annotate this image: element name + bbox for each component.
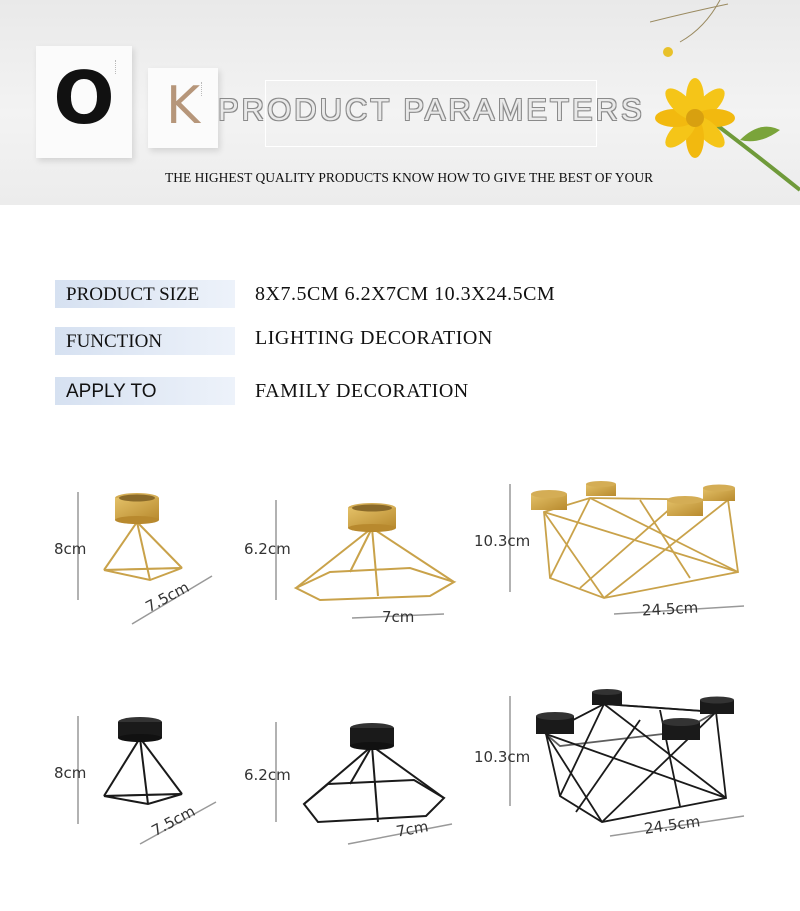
param-label-text: FUNCTION [66, 331, 163, 352]
card-letter: K [165, 76, 201, 136]
card-letter: O [53, 56, 115, 140]
param-label-apply-to [55, 377, 235, 405]
banner-title: PRODUCT PARAMETERS [218, 92, 645, 127]
black-medium-height-label: 6.2cm [244, 766, 291, 784]
gold-large-holder [544, 498, 738, 598]
letter-card-k [148, 68, 218, 148]
black-small-holder [104, 738, 182, 804]
gold-medium-width-label: 7cm [382, 608, 415, 626]
sunflower-image [650, 0, 800, 205]
black-large-cups [536, 689, 734, 740]
param-label-text: APPLY TO [66, 381, 157, 402]
param-value-product-size: 8X7.5CM 6.2X7CM 10.3X24.5CM [255, 283, 556, 305]
black-large-width-label: 24.5cm [643, 812, 702, 838]
letter-card-o [36, 46, 132, 158]
gold-large-height-label: 10.3cm [474, 532, 531, 550]
product-illustrations [0, 460, 800, 911]
black-small-height-label: 8cm [54, 764, 87, 782]
param-label-product-size [55, 280, 235, 308]
black-medium-holder [304, 746, 444, 822]
gold-small-width-label: 7.5cm [142, 578, 193, 616]
gold-medium-holder [296, 528, 454, 600]
gold-large-width-label: 24.5cm [641, 598, 699, 620]
product-gallery [0, 460, 800, 911]
black-large-height-label: 10.3cm [474, 748, 531, 766]
black-medium-width-label: 7cm [394, 817, 430, 841]
param-label-text: PRODUCT SIZE [66, 284, 200, 305]
gold-small-holder [104, 522, 182, 580]
gold-small-height-label: 8cm [54, 540, 87, 558]
param-value-function: LIGHTING DECORATION [255, 327, 493, 349]
gold-medium-height-label: 6.2cm [244, 540, 291, 558]
header-banner [0, 0, 800, 205]
param-value-apply-to: FAMILY DECORATION [255, 380, 469, 402]
param-label-function [55, 327, 235, 355]
banner-subtitle: THE HIGHEST QUALITY PRODUCTS KNOW HOW TO GIVE THE BEST OF YOUR [165, 170, 654, 185]
black-small-width-label: 7.5cm [148, 802, 199, 840]
